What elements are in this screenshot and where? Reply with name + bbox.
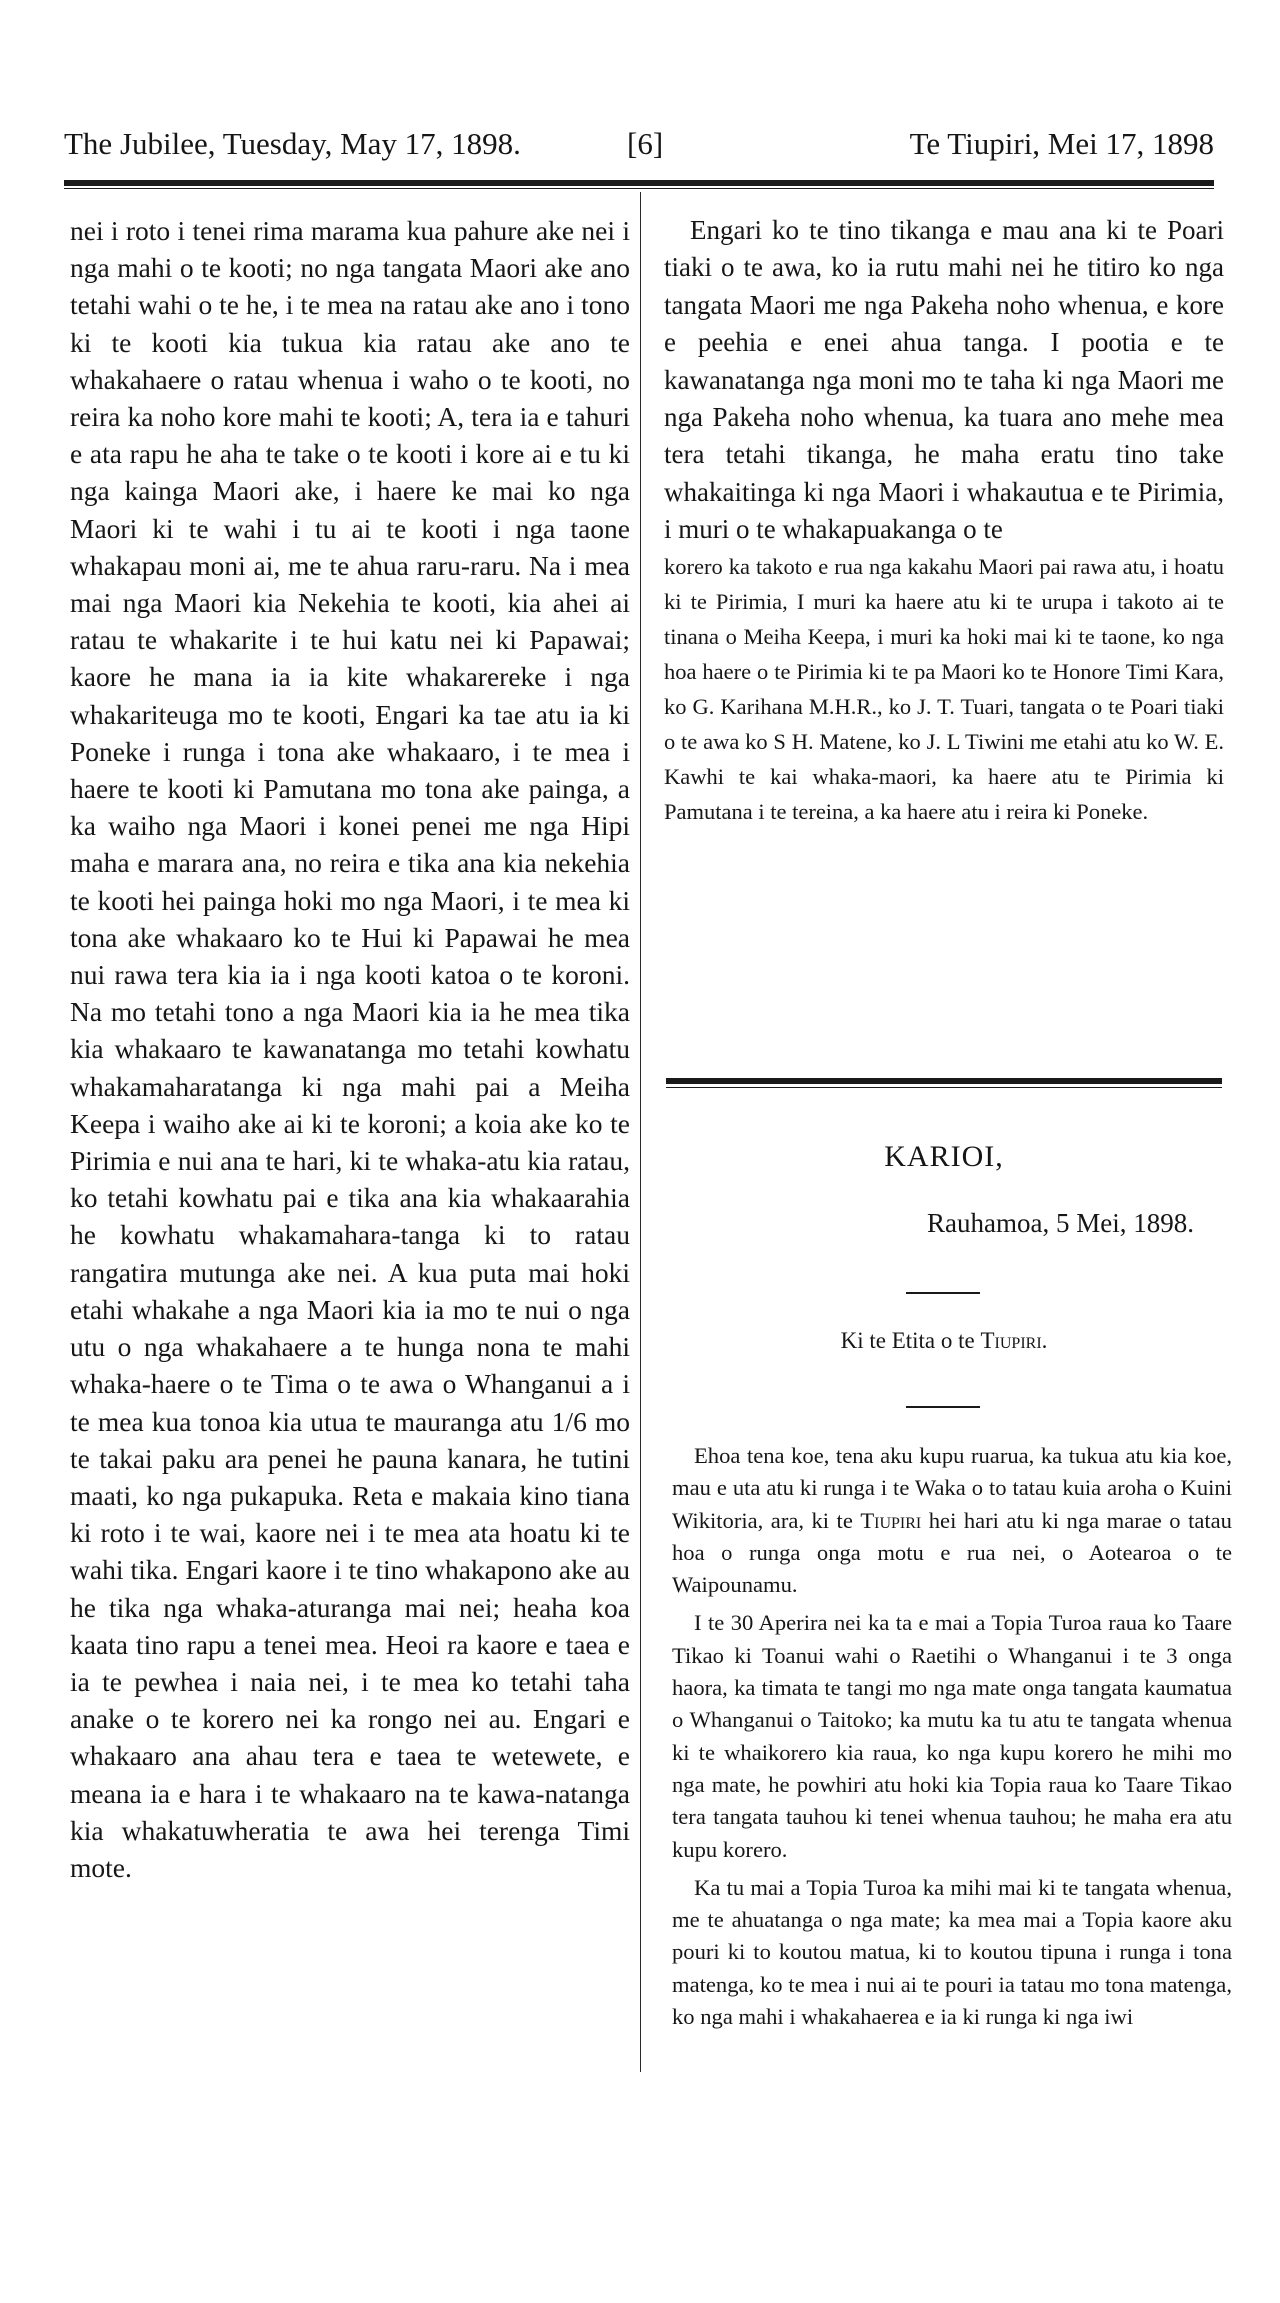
page-number: [6]	[627, 126, 664, 161]
right-column-paragraph-continued: korero ka takoto e rua nga kakahu Maori pai rawa atu, i hoatu ki te Pirimia, I muri ka haere atu ki te urupa i takoto ai te tinana o Meiha Keepa, i muri ka hoki mai ki te taone, ko nga hoa haere o te Pirimia ki te pa Maori ko te Honore Timi Kara, ko G. Karihana M.H.R., ko J. T. Tuari, tangata o te Poari tiaki o te awa ko S H. Matene, ko J. L Tiwini me etahi atu ko W. E. Kawhi te kai whaka-maori, ka haere atu te Pirimia ki Pamutana i te tereina, a ka haere atu i reira ki Poneke.	[664, 553, 1224, 824]
header-rule-thick	[64, 180, 1214, 186]
letter-paragraph-1-prefix: Ehoa tena koe, tena aku kupu ruarua, ka tukua atu kia koe, mau e uta atu ki runga i te Waka o to tatau kuia aroha o Kuini Wikitoria, ara, ki te	[672, 1443, 1232, 1533]
section-rule-thick	[666, 1078, 1222, 1084]
letter-paragraph-1	[672, 1440, 1232, 1601]
letter-paragraph-1-suffix: hei hari atu ki nga marae o tatau hoa o runga onga motu e rua nei, o Aotearoa o te Waipounamu.	[672, 1507, 1232, 1598]
letter-title: KARIOI,	[884, 1140, 1004, 1173]
page-header	[64, 122, 1214, 166]
letter-paragraph-1-paper: Tiupiri	[860, 1507, 922, 1533]
left-column	[70, 212, 630, 1886]
letter-paragraph-2: I te 30 Aperira nei ka ta e mai a Topia Turoa raua ko Taare Tikao ki Toanui wahi o Raetihi o Whanganui i te 3 onga haora, ka timata te tangi mo nga mate onga tangata kaumatua o Whanganui o Taitoko; ka mutu ka tu atu te tangata whenua ki te whaikorero kia raua, ko nga kupu korero he mihi mo nga mate, he powhiri atu hoki kia Topia raua ko Taare Tikao tera tangata tauhou ki tenei whenua tauhou; he maha era atu kupu korero.	[672, 1610, 1232, 1862]
header-maori-title: Te Tiupiri, Mei 17, 1898	[909, 126, 1214, 161]
right-column	[664, 212, 1224, 829]
letter-divider-2	[906, 1406, 980, 1408]
letter-place-date: Rauhamoa, 5 Mei, 1898.	[927, 1208, 1194, 1238]
letter-paragraph-3: Ka tu mai a Topia Turoa ka mihi mai ki te tangata whenua, me te ahuatanga o nga mate; ka mea mai a Topia kaore aku pouri ki to koutou matua, ki to koutou tipuna i runga i tona matenga, ko te mea i nui ai te pouri ia tatau mo tona matenga, ko nga mahi i whakahaerea e ia ki runga ki nga iwi	[672, 1874, 1232, 2030]
section-rule-thin	[666, 1087, 1222, 1088]
right-column-paragraph: Engari ko te tino tikanga e mau ana ki te Poari tiaki o te awa, ko ia rutu mahi nei he titiro ko nga tangata Maori me nga Pakeha noho whenua, e kore e peehia e enei ahua tanga. I pootia e te kawanatanga nga moni mo te taha ki nga Maori me nga Pakeha noho whenua, ka tuara ano mehe mea tera tetahi tikanga, he maha eratu tino take whakaitinga ki nga Maori i whakautua e te Pirimia, i muri o te whakapuakanga o te	[664, 215, 1224, 545]
letter-body	[672, 1440, 1232, 2039]
left-column-paragraph: nei i roto i tenei rima marama kua pahure ake nei i nga mahi o te kooti; no nga tangata Maori ake ano tetahi wahi o te he, i te mea na ratau ake ano i tono ki te kooti kia tukua kia ratau ake ano te whakahaere o ratau whenua i waho o te kooti, no reira ka noho kore mahi te kooti; A, tera ia e tahuri e ata rapu he aha te take o te kooti i kore ai e tu ki nga kainga Maori ake, i haere ke mai ko nga Maori ki te wahi i tu ai te kooti i nga taone whakapau moni ai, me te ahua raru-raru. Na i mea mai nga Maori kia Nekehia te kooti, kia ahei ai ratau te whakarite i te hui katu nei ki Papawai; kaore he mana ia ia kite whakarereke i nga whakariteuga mo te kooti, Engari ka tae atu ia ki Poneke i runga i tona ake whakaaro, i te mea i haere te kooti ki Pamutana mo tona ake painga, a ka waiho nga Maori i konei penei me nga Hipi maha e marara ana, no reira e tika ana kia nekehia te kooti hei painga hoki mo nga Maori, i te mea ki tona ake whakaaro ko te Hui ki Papawai he mea nui rawa tera kia ia i nga kooti katoa o te koroni. Na mo tetahi tono a nga Maori kia ia he mea tika kia whakaaro te kawanatanga mo tetahi kowhatu whakamaharatanga ki nga mahi pai a Meiha Keepa i waiho ake ai ki te koroni; a koia ake ko te Pirimia e nui ana te hari, ki te whaka-atu kia ratau, ko tetahi kowhatu pai e tika ana kia whakaarahia he kowhatu whakamahara-tanga ki to ratau rangatira mutunga ake nei. A kua puta mai hoki etahi whakahe a nga Maori kia ia mo te nui o nga utu o nga whakahaere a te hunga nona te mahi whaka-haere o te Tima o te awa o Whanganui a i te mea kua tonoa kia utua te mauranga atu 1/6 mo te takai paku ara penei he pauna kanara, he tutini maati, ko nga pukapuka. Reta e makaia kino tiana ki roto i te wai, kaore nei i te mea ata hoatu ki te wahi tika. Engari kaore i te tino whakapono ake au he tika nga whaka-aturanga mai nei; heaha koa kaata tino rapu a tenei mea. Heoi ra kaore e taea e ia te pewhea i naia nei, i te mea ko tetahi taha anake o te korero nei ka rongo nei au. Engari e whakaaro ana ahau tera e taea te wetewete, e meana ia e hara i te whakaaro na te kawa-natanga kia whakatuwheratia te awa hei terenga Timi mote.	[70, 215, 630, 1883]
letter-salutation	[664, 1328, 1224, 1354]
column-divider	[640, 192, 641, 2072]
salutation-prefix: Ki te Etita o te	[840, 1328, 975, 1353]
letter-divider-1	[906, 1292, 980, 1294]
header-rule-thin	[64, 188, 1214, 189]
salutation-paper-name: Tiupiri.	[980, 1328, 1048, 1353]
header-english-title: The Jubilee, Tuesday, May 17, 1898.	[64, 126, 521, 161]
